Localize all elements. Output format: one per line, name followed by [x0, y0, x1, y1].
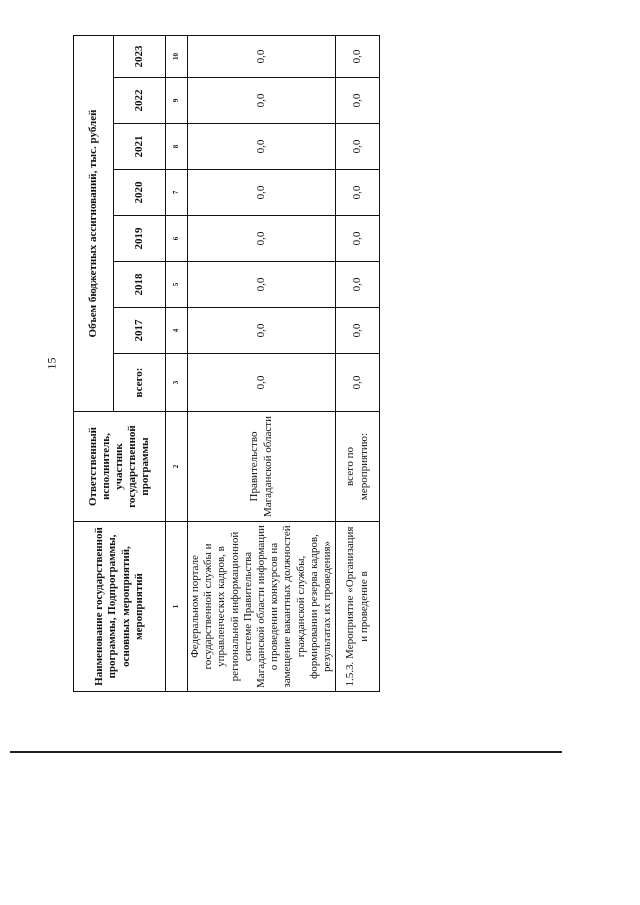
row-name: Федеральном портале государственной службы и управленческих кадров, в региональной информационной системе Правительства Магаданской области информации о проведении конкурсов на замещение вакантных должностей гражданской службы, формировании резерва кадров, результатах их проведения» [188, 522, 336, 692]
row-value: 0,0 [188, 308, 336, 354]
row-value: 0,0 [336, 216, 380, 262]
table-row [336, 35, 380, 691]
row-value: 0,0 [336, 124, 380, 170]
row-value: 0,0 [336, 35, 380, 77]
header-year: 2017 [114, 308, 166, 354]
column-number: 9 [166, 78, 188, 124]
row-value: 0,0 [336, 78, 380, 124]
row-value: 0,0 [336, 308, 380, 354]
column-number: 8 [166, 124, 188, 170]
page-number: 15 [44, 357, 59, 370]
table-row [188, 35, 336, 691]
row-value: 0,0 [188, 124, 336, 170]
budget-table-wrapper [73, 36, 370, 692]
row-executor: Правительство Магаданской области [188, 412, 336, 522]
row-value: 0,0 [336, 170, 380, 216]
header-year: 2020 [114, 170, 166, 216]
column-number: 7 [166, 170, 188, 216]
header-year: 2021 [114, 124, 166, 170]
column-number: 6 [166, 216, 188, 262]
row-value: 0,0 [188, 78, 336, 124]
header-year: 2022 [114, 78, 166, 124]
row-value: 0,0 [336, 354, 380, 412]
row-name: 1.5.3. Мероприятие «Организация и проведение в [336, 522, 380, 692]
column-number: 5 [166, 262, 188, 308]
row-value: 0,0 [188, 35, 336, 77]
header-budget-group: Объем бюджетных ассигнований, тыс. рублей [74, 35, 114, 411]
budget-table [73, 35, 380, 692]
column-number: 2 [166, 412, 188, 522]
column-number: 1 [166, 522, 188, 692]
row-value: 0,0 [188, 354, 336, 412]
header-year: 2018 [114, 262, 166, 308]
column-number: 3 [166, 354, 188, 412]
row-value: 0,0 [188, 170, 336, 216]
column-number: 4 [166, 308, 188, 354]
row-executor: всего по мероприятию: [336, 412, 380, 522]
row-value: 0,0 [188, 262, 336, 308]
column-number: 10 [166, 35, 188, 77]
header-total: всего: [114, 354, 166, 412]
row-value: 0,0 [188, 216, 336, 262]
header-year: 2023 [114, 35, 166, 77]
row-value: 0,0 [336, 262, 380, 308]
header-executor: Ответственный исполнитель, участник государственной программы [74, 412, 166, 522]
header-year: 2019 [114, 216, 166, 262]
header-name: Наименование государственной программы, Подпрограммы, основных мероприятий, мероприятий [74, 522, 166, 692]
horizontal-rule [10, 751, 562, 753]
